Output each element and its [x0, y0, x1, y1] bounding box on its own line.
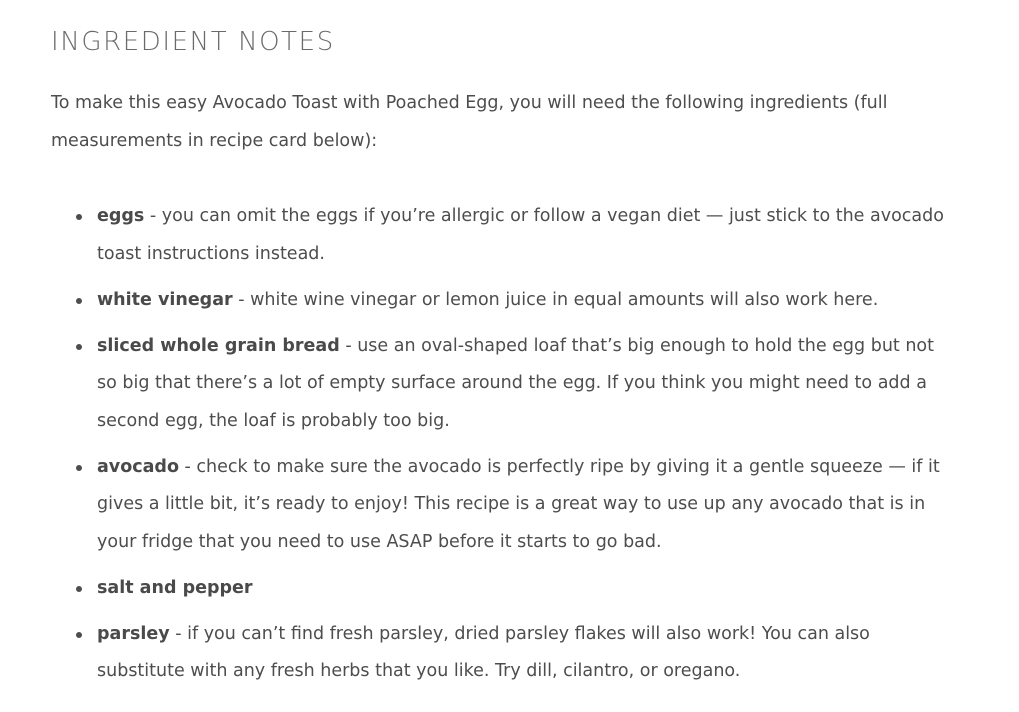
list-item-white-vinegar: [97, 282, 959, 320]
list-item-eggs: [97, 198, 959, 273]
list-item-parsley: [97, 616, 959, 691]
ingredient-name: eggs: [97, 206, 145, 226]
bullet-icon: [76, 465, 82, 471]
ingredient-name: sliced whole grain bread: [97, 335, 340, 356]
list-item-bread: [97, 328, 959, 441]
ingredient-note: - white wine vinegar or lemon juice in equal amounts will also work here.: [232, 289, 879, 310]
section-heading: INGREDIENT NOTES: [51, 27, 335, 57]
ingredient-name: white vinegar: [97, 289, 233, 310]
ingredient-list: [51, 198, 963, 691]
bullet-icon: [76, 298, 82, 304]
bullet-icon: [76, 344, 82, 350]
bullet-icon: [76, 214, 82, 220]
ingredient-name: salt and pepper: [97, 577, 253, 598]
list-item-avocado: [97, 449, 959, 562]
ingredient-note: - if you can’t find fresh parsley, dried parsley flakes will also work! You can also substitute with any fresh herbs that you like. Try dill, cilantro, or oregano.: [97, 623, 870, 681]
bullet-icon: [76, 632, 82, 638]
ingredient-note: - you can omit the eggs if you’re allergic or follow a vegan diet — just stick to the avocado toast instructions instead.: [97, 206, 944, 264]
ingredient-notes-section: [51, 0, 963, 699]
bullet-icon: [76, 586, 82, 592]
ingredient-name: parsley: [97, 623, 170, 644]
ingredient-note: - check to make sure the avocado is perfectly ripe by giving it a gentle squeeze — if it gives a little bit, it’s ready to enjoy! This recipe is a great way to use up any avocado that is in your fridge that you need to use ASAP before it starts to go bad.: [97, 456, 940, 552]
intro-paragraph: To make this easy Avocado Toast with Poached Egg, you will need the following ingredients (full measurements in recipe card below):: [51, 93, 888, 151]
ingredient-note: - use an oval-shaped loaf that’s big enough to hold the egg but not so big that there’s a lot of empty surface around the egg. If you think you might need to add a second egg, the loaf is probably too big.: [97, 335, 934, 431]
ingredient-name: avocado: [97, 456, 179, 477]
list-item-salt-pepper: [97, 570, 959, 608]
